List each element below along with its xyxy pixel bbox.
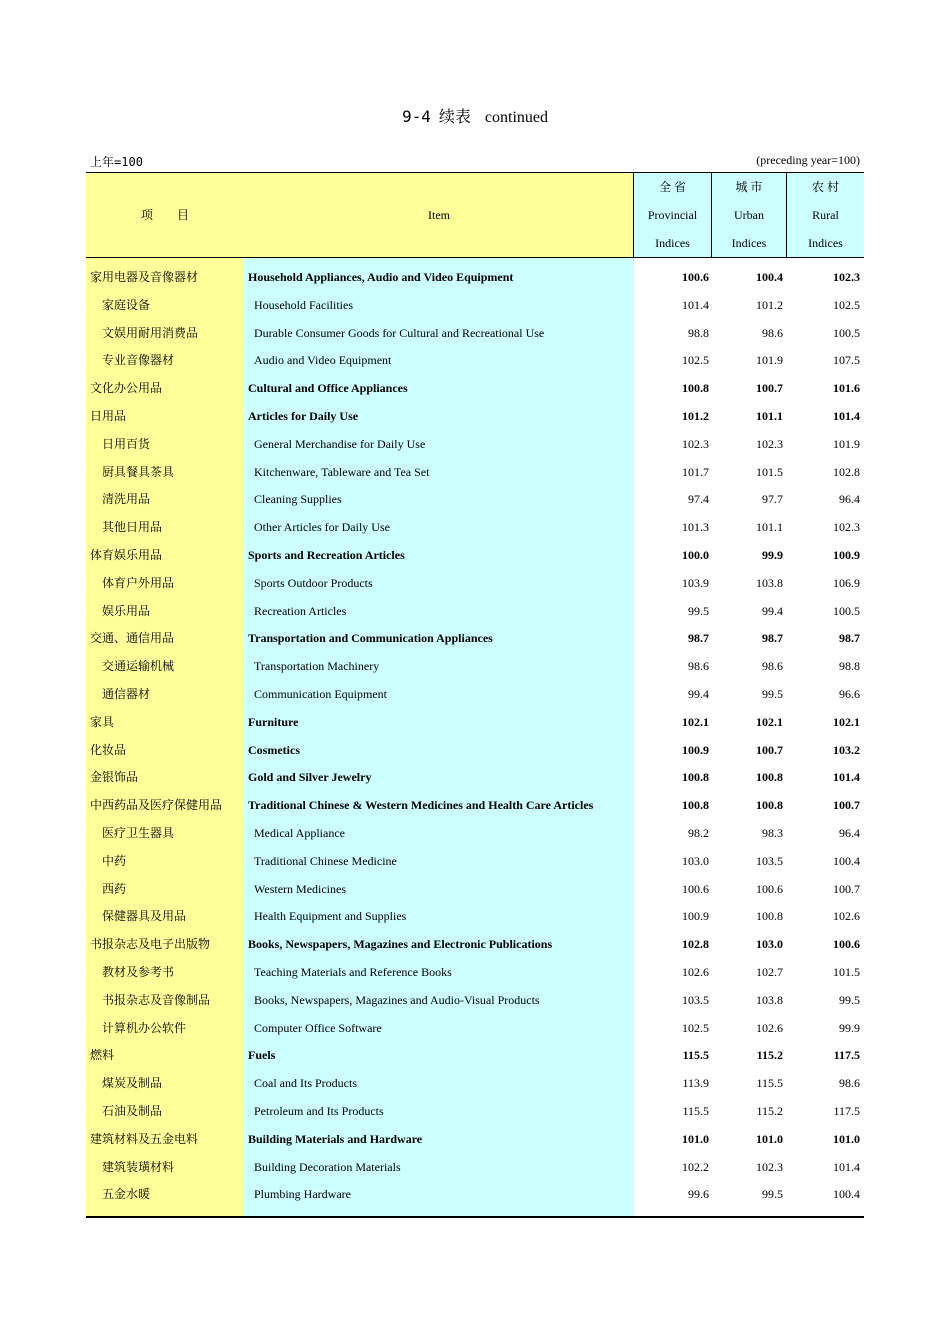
table-row (86, 681, 864, 709)
row-provincial-value: 99.4 (688, 686, 709, 701)
row-item-zh: 计算机办公软件 (102, 1020, 187, 1035)
row-urban-value: 100.8 (756, 798, 783, 813)
table-row (86, 764, 864, 792)
row-item-zh: 书报杂志及电子出版物 (90, 937, 211, 952)
table-row (86, 514, 864, 542)
row-item-zh: 文娱用耐用消费品 (102, 325, 199, 340)
row-item-zh: 家庭设备 (102, 297, 151, 312)
table-row (86, 848, 864, 876)
row-urban-value: 98.3 (762, 825, 783, 840)
row-provincial-value: 100.0 (682, 547, 709, 562)
row-item-en: Kitchenware, Tableware and Tea Set (254, 464, 430, 479)
table-row (86, 264, 864, 292)
row-provincial-value: 100.8 (682, 381, 709, 396)
table-row (86, 709, 864, 737)
table-row (86, 375, 864, 403)
row-item-en: Gold and Silver Jewelry (248, 770, 372, 785)
row-item-en: Computer Office Software (254, 1020, 382, 1035)
row-provincial-value: 100.6 (682, 881, 709, 896)
row-item-en: Cultural and Office Appliances (248, 381, 408, 396)
row-item-en: Coal and Its Products (254, 1076, 357, 1091)
row-urban-value: 102.6 (756, 1020, 783, 1035)
title-zh: 续表 (438, 109, 471, 126)
row-item-zh: 书报杂志及音像制品 (102, 992, 211, 1007)
table-row (86, 1070, 864, 1098)
row-item-en: Recreation Articles (254, 603, 347, 618)
row-urban-value: 98.7 (762, 631, 783, 646)
header-item-zh: 项 目 (86, 173, 244, 257)
table-row (86, 1098, 864, 1126)
row-item-zh: 清洗用品 (102, 492, 151, 507)
row-item-en: Western Medicines (254, 881, 347, 896)
table-row (86, 292, 864, 320)
unit-note-zh (90, 153, 143, 170)
table-row (86, 931, 864, 959)
row-item-en: Petroleum and Its Products (254, 1103, 384, 1118)
table-row (86, 1042, 864, 1070)
table-row (86, 598, 864, 626)
header-provincial-zh: 全 省 (658, 180, 686, 194)
row-item-en: Other Articles for Daily Use (254, 520, 390, 535)
header-rural-en1: Rural (812, 208, 839, 222)
row-rural-value: 102.3 (833, 520, 860, 535)
row-item-en: Books, Newspapers, Magazines and Audio-Visual Products (254, 992, 540, 1007)
row-urban-value: 100.6 (756, 881, 783, 896)
row-rural-value: 101.0 (833, 1131, 860, 1146)
row-provincial-value: 102.5 (682, 1020, 709, 1035)
row-urban-value: 99.5 (762, 1187, 783, 1202)
row-rural-value: 100.5 (833, 325, 860, 340)
row-provincial-value: 100.9 (682, 909, 709, 924)
row-item-en: Plumbing Hardware (254, 1187, 351, 1202)
row-item-zh: 燃料 (90, 1048, 115, 1063)
row-item-zh: 五金水暖 (102, 1187, 151, 1202)
row-provincial-value: 100.9 (682, 742, 709, 757)
row-urban-value: 101.5 (756, 464, 783, 479)
row-item-zh: 厨具餐具茶具 (102, 464, 175, 479)
header-urban-en2: Indices (731, 236, 767, 250)
row-urban-value: 100.8 (756, 770, 783, 785)
row-item-en: Audio and Video Equipment (254, 353, 392, 368)
bottom-rule (86, 1216, 864, 1218)
row-urban-value: 99.9 (762, 547, 783, 562)
row-item-zh: 家用电器及音像器材 (90, 270, 199, 284)
row-item-en: Cleaning Supplies (254, 492, 342, 507)
row-item-en: Durable Consumer Goods for Cultural and Recreational Use (254, 325, 545, 340)
row-rural-value: 99.5 (839, 992, 860, 1007)
row-item-en: Health Equipment and Supplies (254, 909, 407, 924)
table-row (86, 347, 864, 375)
row-provincial-value: 98.7 (688, 631, 709, 646)
row-item-zh: 交通、通信用品 (90, 631, 175, 646)
row-urban-value: 103.8 (756, 992, 783, 1007)
table-row (86, 403, 864, 431)
header-urban (711, 173, 786, 257)
row-provincial-value: 99.5 (688, 603, 709, 618)
table-row (86, 737, 864, 765)
row-urban-value: 100.7 (756, 742, 783, 757)
row-provincial-value: 100.6 (682, 270, 709, 284)
row-item-zh: 医疗卫生器具 (102, 825, 175, 840)
table-row (86, 570, 864, 598)
row-rural-value: 100.9 (833, 547, 860, 562)
row-provincial-value: 102.3 (682, 436, 709, 451)
row-item-en: Teaching Materials and Reference Books (254, 964, 452, 979)
row-item-zh: 其他日用品 (102, 520, 163, 535)
row-item-en: Transportation and Communication Appliances (248, 631, 493, 646)
row-item-zh: 建筑装璜材料 (102, 1159, 175, 1174)
table-header (86, 173, 864, 258)
unit-prefix: 上年 (90, 155, 115, 169)
row-item-en: General Merchandise for Daily Use (254, 436, 426, 451)
row-item-en: Traditional Chinese Medicine (254, 853, 397, 868)
row-rural-value: 117.5 (833, 1103, 860, 1118)
row-item-zh: 娱乐用品 (102, 603, 151, 618)
title-en: continued (484, 109, 548, 126)
header-rural-zh: 农 村 (811, 180, 839, 194)
row-item-en: Sports and Recreation Articles (248, 547, 405, 562)
row-item-en: Household Facilities (254, 297, 353, 312)
row-urban-value: 100.8 (756, 909, 783, 924)
row-provincial-value: 98.2 (688, 825, 709, 840)
row-rural-value: 102.1 (833, 714, 860, 729)
row-item-zh: 石油及制品 (102, 1103, 163, 1118)
row-urban-value: 103.0 (756, 937, 783, 952)
row-rural-value: 98.7 (839, 631, 860, 646)
row-item-en: Building Decoration Materials (254, 1159, 401, 1174)
row-provincial-value: 113.9 (682, 1076, 709, 1091)
header-urban-zh: 城 市 (735, 180, 763, 194)
row-urban-value: 115.2 (756, 1048, 783, 1063)
row-provincial-value: 103.5 (682, 992, 709, 1007)
table-row (86, 320, 864, 348)
row-urban-value: 101.2 (756, 297, 783, 312)
table-number: 9-4 (401, 107, 431, 126)
row-provincial-value: 103.0 (682, 853, 709, 868)
row-provincial-value: 101.3 (682, 520, 709, 535)
row-item-zh: 中西药品及医疗保健用品 (90, 798, 223, 813)
row-provincial-value: 102.2 (682, 1159, 709, 1174)
table-body (86, 264, 864, 1209)
row-rural-value: 98.8 (839, 659, 860, 674)
table-row (86, 876, 864, 904)
unit-note-en: (preceding year=100) (756, 153, 860, 167)
row-provincial-value: 98.8 (688, 325, 709, 340)
row-item-zh: 日用百货 (102, 436, 151, 451)
row-urban-value: 115.2 (756, 1103, 783, 1118)
table-row (86, 431, 864, 459)
row-item-en: Building Materials and Hardware (248, 1131, 423, 1146)
table-row (86, 459, 864, 487)
table-row (86, 625, 864, 653)
row-urban-value: 97.7 (762, 492, 783, 507)
table-row (86, 959, 864, 987)
row-item-zh: 日用品 (90, 408, 127, 423)
row-urban-value: 103.5 (756, 853, 783, 868)
row-rural-value: 107.5 (833, 353, 860, 368)
row-item-zh: 专业音像器材 (102, 353, 175, 368)
table-row (86, 542, 864, 570)
row-item-zh: 通信器材 (102, 686, 151, 701)
header-provincial-en1: Provincial (647, 208, 698, 222)
row-provincial-value: 98.6 (688, 659, 709, 674)
row-rural-value: 96.4 (839, 825, 860, 840)
table-row (86, 820, 864, 848)
row-rural-value: 103.2 (833, 742, 860, 757)
table-row (86, 1154, 864, 1182)
row-rural-value: 106.9 (833, 575, 860, 590)
row-urban-value: 115.5 (756, 1076, 783, 1091)
row-urban-value: 100.7 (756, 381, 783, 396)
row-urban-value: 99.4 (762, 603, 783, 618)
row-provincial-value: 97.4 (688, 492, 709, 507)
row-item-en: Sports Outdoor Products (254, 575, 373, 590)
row-item-en: Articles for Daily Use (248, 408, 359, 423)
table-row (86, 903, 864, 931)
header-provincial (633, 173, 711, 257)
page-title (0, 104, 950, 127)
row-provincial-value: 115.5 (682, 1048, 709, 1063)
row-rural-value: 102.5 (833, 297, 860, 312)
row-rural-value: 99.9 (839, 1020, 860, 1035)
table-row (86, 1015, 864, 1043)
row-urban-value: 98.6 (762, 325, 783, 340)
row-urban-value: 101.1 (756, 520, 783, 535)
row-provincial-value: 101.2 (682, 408, 709, 423)
row-rural-value: 100.6 (833, 937, 860, 952)
row-urban-value: 101.0 (756, 1131, 783, 1146)
row-rural-value: 101.4 (833, 408, 860, 423)
row-urban-value: 102.3 (756, 1159, 783, 1174)
row-item-zh: 体育户外用品 (102, 575, 175, 590)
header-urban-en1: Urban (734, 208, 764, 222)
row-rural-value: 100.7 (833, 798, 860, 813)
row-item-zh: 交通运输机械 (102, 659, 175, 674)
header-provincial-en2: Indices (655, 236, 690, 250)
row-item-zh: 体育娱乐用品 (90, 547, 163, 562)
row-item-en: Traditional Chinese & Western Medicines and Health Care Articles (248, 798, 594, 813)
row-rural-value: 101.4 (833, 1159, 860, 1174)
table-row (86, 653, 864, 681)
row-urban-value: 98.6 (762, 659, 783, 674)
row-item-zh: 建筑材料及五金电料 (90, 1131, 199, 1146)
row-item-en: Books, Newspapers, Magazines and Electronic Publications (248, 937, 553, 952)
table-row (86, 987, 864, 1015)
header-rural (786, 173, 864, 257)
row-item-zh: 化妆品 (90, 742, 127, 757)
row-item-en: Medical Appliance (254, 825, 345, 840)
row-rural-value: 101.4 (833, 770, 860, 785)
row-rural-value: 102.6 (833, 909, 860, 924)
row-urban-value: 103.8 (756, 575, 783, 590)
row-item-zh: 家具 (90, 714, 115, 729)
row-item-zh: 文化办公用品 (90, 381, 163, 396)
row-urban-value: 102.7 (756, 964, 783, 979)
row-item-zh: 保健器具及用品 (102, 909, 187, 924)
row-item-zh: 西药 (102, 881, 127, 896)
row-item-zh: 金银饰品 (90, 770, 139, 785)
row-provincial-value: 101.7 (682, 464, 709, 479)
row-rural-value: 102.3 (833, 270, 860, 284)
row-rural-value: 100.5 (833, 603, 860, 618)
row-urban-value: 100.4 (756, 270, 783, 284)
row-rural-value: 117.5 (833, 1048, 860, 1063)
row-item-en: Transportation Machinery (254, 659, 380, 674)
row-urban-value: 99.5 (762, 686, 783, 701)
row-item-en: Furniture (248, 714, 299, 729)
row-item-en: Household Appliances, Audio and Video Equipment (248, 270, 514, 284)
table-row (86, 792, 864, 820)
row-rural-value: 101.9 (833, 436, 860, 451)
row-urban-value: 101.9 (756, 353, 783, 368)
row-item-zh: 教材及参考书 (102, 964, 175, 979)
row-urban-value: 102.1 (756, 714, 783, 729)
row-provincial-value: 101.4 (682, 297, 709, 312)
table-row (86, 1126, 864, 1154)
row-item-en: Cosmetics (248, 742, 300, 757)
header-rural-en2: Indices (808, 236, 843, 250)
row-provincial-value: 103.9 (682, 575, 709, 590)
row-provincial-value: 101.0 (682, 1131, 709, 1146)
row-provincial-value: 102.1 (682, 714, 709, 729)
row-provincial-value: 99.6 (688, 1187, 709, 1202)
row-rural-value: 102.8 (833, 464, 860, 479)
row-rural-value: 101.5 (833, 964, 860, 979)
row-rural-value: 100.4 (833, 853, 860, 868)
row-rural-value: 98.6 (839, 1076, 860, 1091)
row-urban-value: 102.3 (756, 436, 783, 451)
row-provincial-value: 100.8 (682, 798, 709, 813)
row-rural-value: 96.6 (839, 686, 860, 701)
row-provincial-value: 102.5 (682, 353, 709, 368)
unit-base: =100 (114, 155, 143, 169)
row-provincial-value: 115.5 (682, 1103, 709, 1118)
row-item-en: Communication Equipment (254, 686, 387, 701)
row-urban-value: 101.1 (756, 408, 783, 423)
row-rural-value: 100.7 (833, 881, 860, 896)
row-rural-value: 101.6 (833, 381, 860, 396)
row-provincial-value: 100.8 (682, 770, 709, 785)
table-row (86, 486, 864, 514)
row-item-en: Fuels (248, 1048, 276, 1063)
row-rural-value: 96.4 (839, 492, 860, 507)
table-row (86, 1181, 864, 1209)
row-rural-value: 100.4 (833, 1187, 860, 1202)
row-item-zh: 煤炭及制品 (102, 1076, 163, 1091)
row-provincial-value: 102.8 (682, 937, 709, 952)
row-provincial-value: 102.6 (682, 964, 709, 979)
header-item-en: Item (244, 173, 634, 257)
row-item-zh: 中药 (102, 853, 127, 868)
